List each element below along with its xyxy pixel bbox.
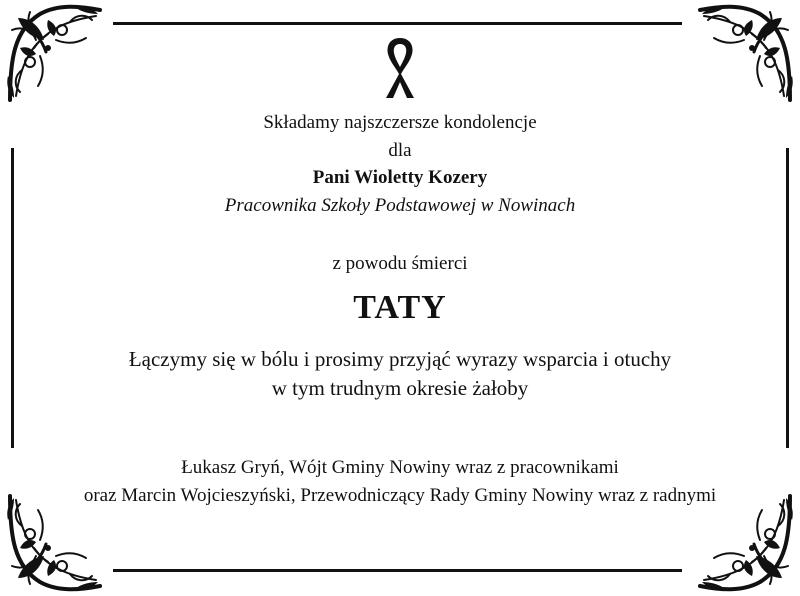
mourning-ribbon-icon xyxy=(378,34,422,100)
message-line-2: w tym trudnym okresie żałoby xyxy=(271,376,529,400)
reason-text: z powodu śmierci xyxy=(332,253,468,274)
recipient-role: Pracownika Szkoły Podstawowej w Nowinach xyxy=(224,195,576,216)
corner-ornament-top-right-icon xyxy=(694,0,800,106)
recipient-name: Pani Wioletty Kozery xyxy=(312,167,488,188)
corner-ornament-top-left-icon xyxy=(0,0,106,106)
frame-top-line xyxy=(113,22,682,25)
message-line-1: Łączymy się w bólu i prosimy przyjąć wyrazy wsparcia i otuchy xyxy=(128,347,672,371)
signature-line-1: Łukasz Gryń, Wójt Gminy Nowiny wraz z pracownikami xyxy=(181,457,619,478)
frame-bottom-line xyxy=(113,569,682,572)
deceased-heading: TATY xyxy=(353,289,447,326)
signature-line-2: oraz Marcin Wojcieszyński, Przewodniczący Rady Gminy Nowiny wraz z radnymi xyxy=(83,485,717,506)
condolence-intro: Składamy najszczersze kondolencje xyxy=(263,112,537,133)
condolence-for: dla xyxy=(388,140,412,161)
